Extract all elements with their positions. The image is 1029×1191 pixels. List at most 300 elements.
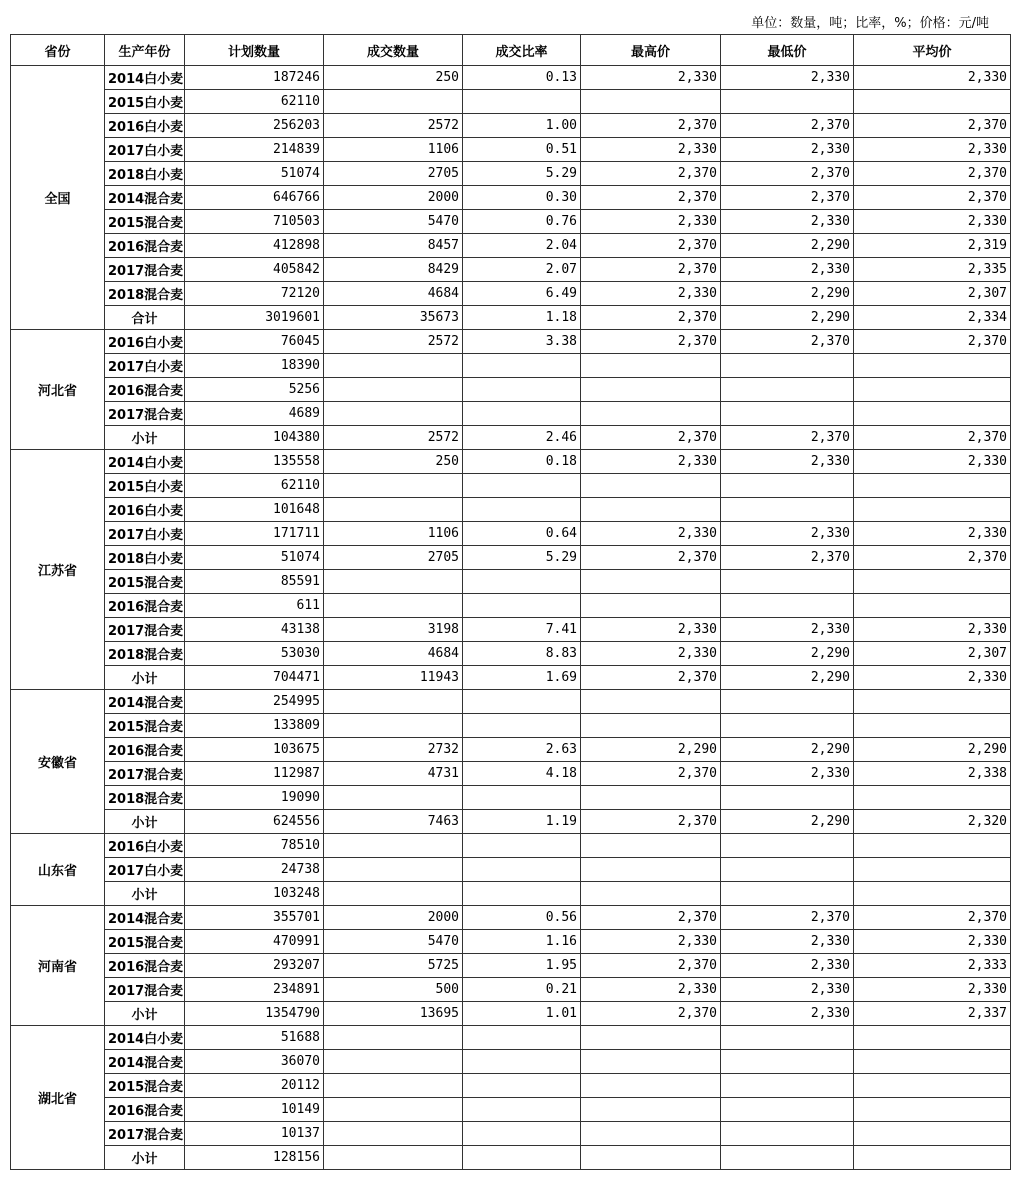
max-price-cell: 2,370 (581, 810, 721, 834)
deal-ratio-cell: 1.01 (463, 1002, 581, 1026)
deal-quantity-cell (324, 594, 463, 618)
max-price-cell (581, 858, 721, 882)
avg-price-cell (854, 402, 1011, 426)
avg-price-cell (854, 714, 1011, 738)
header-province: 省份 (11, 35, 105, 66)
table-row (11, 378, 1011, 402)
max-price-cell: 2,330 (581, 138, 721, 162)
production-year-cell: 2017白小麦 (105, 858, 185, 882)
production-year-cell: 2017混合麦 (105, 618, 185, 642)
avg-price-cell (854, 690, 1011, 714)
planned-quantity-cell: 214839 (185, 138, 324, 162)
production-year-cell: 2018白小麦 (105, 546, 185, 570)
max-price-cell: 2,330 (581, 522, 721, 546)
deal-ratio-cell (463, 1098, 581, 1122)
deal-quantity-cell (324, 498, 463, 522)
avg-price-cell (854, 858, 1011, 882)
planned-quantity-cell: 470991 (185, 930, 324, 954)
avg-price-cell: 2,330 (854, 138, 1011, 162)
max-price-cell (581, 402, 721, 426)
min-price-cell: 2,290 (721, 282, 854, 306)
deal-quantity-cell: 3198 (324, 618, 463, 642)
min-price-cell (721, 714, 854, 738)
planned-quantity-cell: 3019601 (185, 306, 324, 330)
deal-ratio-cell: 0.13 (463, 66, 581, 90)
table-row (11, 858, 1011, 882)
province-cell: 河南省 (11, 906, 105, 1026)
planned-quantity-cell: 135558 (185, 450, 324, 474)
planned-quantity-cell: 5256 (185, 378, 324, 402)
max-price-cell (581, 882, 721, 906)
deal-quantity-cell: 2705 (324, 546, 463, 570)
table-row (11, 498, 1011, 522)
deal-quantity-cell: 5470 (324, 210, 463, 234)
table-row (11, 1122, 1011, 1146)
deal-quantity-cell: 35673 (324, 306, 463, 330)
production-year-cell: 2016白小麦 (105, 114, 185, 138)
min-price-cell: 2,330 (721, 930, 854, 954)
deal-ratio-cell: 7.41 (463, 618, 581, 642)
deal-quantity-cell (324, 786, 463, 810)
table-row (11, 90, 1011, 114)
deal-quantity-cell: 5470 (324, 930, 463, 954)
deal-ratio-cell (463, 474, 581, 498)
avg-price-cell: 2,334 (854, 306, 1011, 330)
min-price-cell: 2,290 (721, 306, 854, 330)
deal-quantity-cell (324, 834, 463, 858)
table-row (11, 210, 1011, 234)
max-price-cell (581, 594, 721, 618)
max-price-cell: 2,330 (581, 282, 721, 306)
deal-quantity-cell: 4731 (324, 762, 463, 786)
deal-quantity-cell: 500 (324, 978, 463, 1002)
avg-price-cell (854, 474, 1011, 498)
production-year-cell: 2017混合麦 (105, 978, 185, 1002)
deal-ratio-cell: 0.56 (463, 906, 581, 930)
planned-quantity-cell: 355701 (185, 906, 324, 930)
subtotal-row (11, 882, 1011, 906)
table-row (11, 738, 1011, 762)
deal-ratio-cell: 2.07 (463, 258, 581, 282)
deal-quantity-cell: 11943 (324, 666, 463, 690)
avg-price-cell (854, 570, 1011, 594)
deal-quantity-cell (324, 570, 463, 594)
max-price-cell (581, 498, 721, 522)
deal-quantity-cell (324, 1146, 463, 1170)
production-year-cell: 小计 (105, 810, 185, 834)
deal-quantity-cell: 2572 (324, 114, 463, 138)
table-row (11, 1098, 1011, 1122)
min-price-cell: 2,290 (721, 738, 854, 762)
planned-quantity-cell: 611 (185, 594, 324, 618)
deal-quantity-cell (324, 690, 463, 714)
max-price-cell: 2,370 (581, 258, 721, 282)
table-row (11, 258, 1011, 282)
table-row (11, 954, 1011, 978)
table-row (11, 1050, 1011, 1074)
avg-price-cell (854, 882, 1011, 906)
planned-quantity-cell: 187246 (185, 66, 324, 90)
min-price-cell (721, 474, 854, 498)
max-price-cell: 2,370 (581, 666, 721, 690)
planned-quantity-cell: 10149 (185, 1098, 324, 1122)
auction-results-table (10, 34, 1011, 1170)
avg-price-cell: 2,335 (854, 258, 1011, 282)
planned-quantity-cell: 256203 (185, 114, 324, 138)
table-row (11, 546, 1011, 570)
deal-ratio-cell: 0.64 (463, 522, 581, 546)
planned-quantity-cell: 51074 (185, 546, 324, 570)
deal-ratio-cell (463, 690, 581, 714)
min-price-cell: 2,370 (721, 162, 854, 186)
production-year-cell: 2014白小麦 (105, 450, 185, 474)
deal-ratio-cell: 0.18 (463, 450, 581, 474)
deal-quantity-cell: 4684 (324, 282, 463, 306)
avg-price-cell (854, 378, 1011, 402)
production-year-cell: 2018混合麦 (105, 786, 185, 810)
production-year-cell: 2016白小麦 (105, 330, 185, 354)
production-year-cell: 2017混合麦 (105, 762, 185, 786)
deal-ratio-cell (463, 498, 581, 522)
deal-quantity-cell: 2572 (324, 426, 463, 450)
min-price-cell (721, 690, 854, 714)
max-price-cell: 2,370 (581, 1002, 721, 1026)
deal-quantity-cell: 2000 (324, 906, 463, 930)
avg-price-cell: 2,320 (854, 810, 1011, 834)
table-row (11, 354, 1011, 378)
production-year-cell: 2018混合麦 (105, 642, 185, 666)
avg-price-cell: 2,330 (854, 978, 1011, 1002)
production-year-cell: 2016混合麦 (105, 378, 185, 402)
table-row (11, 570, 1011, 594)
avg-price-cell: 2,370 (854, 186, 1011, 210)
header-avg-price: 平均价 (854, 35, 1011, 66)
deal-ratio-cell (463, 882, 581, 906)
max-price-cell: 2,330 (581, 618, 721, 642)
deal-quantity-cell (324, 1098, 463, 1122)
avg-price-cell (854, 1026, 1011, 1050)
header-planned-quantity: 计划数量 (185, 35, 324, 66)
deal-quantity-cell: 4684 (324, 642, 463, 666)
min-price-cell: 2,330 (721, 66, 854, 90)
province-cell: 山东省 (11, 834, 105, 906)
deal-ratio-cell: 0.76 (463, 210, 581, 234)
table-row (11, 642, 1011, 666)
max-price-cell: 2,370 (581, 234, 721, 258)
max-price-cell: 2,330 (581, 978, 721, 1002)
production-year-cell: 2015混合麦 (105, 570, 185, 594)
header-production-year: 生产年份 (105, 35, 185, 66)
table-row (11, 234, 1011, 258)
max-price-cell (581, 786, 721, 810)
planned-quantity-cell: 36070 (185, 1050, 324, 1074)
subtotal-row (11, 810, 1011, 834)
production-year-cell: 2016混合麦 (105, 1098, 185, 1122)
header-min-price: 最低价 (721, 35, 854, 66)
min-price-cell: 2,330 (721, 258, 854, 282)
subtotal-row (11, 1002, 1011, 1026)
avg-price-cell: 2,370 (854, 546, 1011, 570)
max-price-cell: 2,330 (581, 450, 721, 474)
table-row (11, 474, 1011, 498)
table-row (11, 906, 1011, 930)
planned-quantity-cell: 62110 (185, 90, 324, 114)
avg-price-cell (854, 594, 1011, 618)
min-price-cell: 2,330 (721, 954, 854, 978)
planned-quantity-cell: 51074 (185, 162, 324, 186)
deal-ratio-cell (463, 594, 581, 618)
max-price-cell (581, 378, 721, 402)
table-row (11, 834, 1011, 858)
deal-ratio-cell (463, 402, 581, 426)
deal-ratio-cell: 1.16 (463, 930, 581, 954)
table-row (11, 66, 1011, 90)
min-price-cell (721, 1074, 854, 1098)
deal-ratio-cell (463, 1050, 581, 1074)
min-price-cell (721, 1098, 854, 1122)
min-price-cell: 2,330 (721, 978, 854, 1002)
deal-quantity-cell (324, 1026, 463, 1050)
max-price-cell (581, 690, 721, 714)
avg-price-cell: 2,338 (854, 762, 1011, 786)
deal-quantity-cell: 5725 (324, 954, 463, 978)
avg-price-cell: 2,330 (854, 930, 1011, 954)
planned-quantity-cell: 101648 (185, 498, 324, 522)
deal-ratio-cell: 0.21 (463, 978, 581, 1002)
avg-price-cell: 2,330 (854, 210, 1011, 234)
min-price-cell (721, 498, 854, 522)
max-price-cell (581, 1050, 721, 1074)
max-price-cell: 2,370 (581, 306, 721, 330)
planned-quantity-cell: 20112 (185, 1074, 324, 1098)
avg-price-cell: 2,330 (854, 450, 1011, 474)
max-price-cell (581, 1026, 721, 1050)
planned-quantity-cell: 293207 (185, 954, 324, 978)
planned-quantity-cell: 234891 (185, 978, 324, 1002)
production-year-cell: 2015混合麦 (105, 714, 185, 738)
avg-price-cell (854, 1050, 1011, 1074)
production-year-cell: 2017混合麦 (105, 402, 185, 426)
planned-quantity-cell: 1354790 (185, 1002, 324, 1026)
table-row (11, 930, 1011, 954)
table-row (11, 1026, 1011, 1050)
table-row (11, 450, 1011, 474)
min-price-cell: 2,290 (721, 642, 854, 666)
planned-quantity-cell: 104380 (185, 426, 324, 450)
max-price-cell (581, 1122, 721, 1146)
avg-price-cell (854, 1146, 1011, 1170)
min-price-cell (721, 1050, 854, 1074)
planned-quantity-cell: 78510 (185, 834, 324, 858)
planned-quantity-cell: 19090 (185, 786, 324, 810)
min-price-cell: 2,330 (721, 450, 854, 474)
table-row (11, 618, 1011, 642)
min-price-cell (721, 354, 854, 378)
production-year-cell: 2017混合麦 (105, 258, 185, 282)
deal-quantity-cell: 8457 (324, 234, 463, 258)
production-year-cell: 2016白小麦 (105, 498, 185, 522)
min-price-cell: 2,330 (721, 210, 854, 234)
table-row (11, 786, 1011, 810)
planned-quantity-cell: 254995 (185, 690, 324, 714)
min-price-cell (721, 402, 854, 426)
production-year-cell: 2015混合麦 (105, 930, 185, 954)
min-price-cell (721, 90, 854, 114)
deal-ratio-cell: 1.00 (463, 114, 581, 138)
subtotal-row (11, 426, 1011, 450)
table-row (11, 282, 1011, 306)
planned-quantity-cell: 72120 (185, 282, 324, 306)
deal-ratio-cell: 1.18 (463, 306, 581, 330)
min-price-cell: 2,330 (721, 762, 854, 786)
planned-quantity-cell: 103248 (185, 882, 324, 906)
planned-quantity-cell: 171711 (185, 522, 324, 546)
production-year-cell: 2014白小麦 (105, 66, 185, 90)
province-cell: 全国 (11, 66, 105, 330)
max-price-cell: 2,370 (581, 906, 721, 930)
min-price-cell (721, 786, 854, 810)
planned-quantity-cell: 710503 (185, 210, 324, 234)
min-price-cell: 2,330 (721, 1002, 854, 1026)
deal-ratio-cell: 8.83 (463, 642, 581, 666)
deal-quantity-cell: 2705 (324, 162, 463, 186)
max-price-cell: 2,370 (581, 114, 721, 138)
deal-ratio-cell: 5.29 (463, 162, 581, 186)
deal-ratio-cell: 0.30 (463, 186, 581, 210)
province-cell: 江苏省 (11, 450, 105, 690)
planned-quantity-cell: 85591 (185, 570, 324, 594)
table-row (11, 402, 1011, 426)
planned-quantity-cell: 133809 (185, 714, 324, 738)
max-price-cell (581, 1098, 721, 1122)
deal-ratio-cell: 2.04 (463, 234, 581, 258)
max-price-cell: 2,370 (581, 330, 721, 354)
avg-price-cell: 2,330 (854, 66, 1011, 90)
max-price-cell (581, 474, 721, 498)
min-price-cell: 2,370 (721, 330, 854, 354)
planned-quantity-cell: 112987 (185, 762, 324, 786)
deal-ratio-cell (463, 1026, 581, 1050)
max-price-cell (581, 354, 721, 378)
production-year-cell: 2017白小麦 (105, 354, 185, 378)
avg-price-cell: 2,307 (854, 282, 1011, 306)
deal-quantity-cell (324, 1050, 463, 1074)
production-year-cell: 2014混合麦 (105, 1050, 185, 1074)
table-row (11, 186, 1011, 210)
max-price-cell: 2,330 (581, 642, 721, 666)
table-row (11, 978, 1011, 1002)
min-price-cell (721, 834, 854, 858)
deal-ratio-cell (463, 90, 581, 114)
avg-price-cell (854, 354, 1011, 378)
max-price-cell: 2,370 (581, 762, 721, 786)
deal-quantity-cell: 1106 (324, 522, 463, 546)
planned-quantity-cell: 18390 (185, 354, 324, 378)
deal-quantity-cell: 250 (324, 66, 463, 90)
deal-ratio-cell (463, 1074, 581, 1098)
planned-quantity-cell: 76045 (185, 330, 324, 354)
production-year-cell: 2015混合麦 (105, 1074, 185, 1098)
deal-quantity-cell: 2000 (324, 186, 463, 210)
deal-ratio-cell (463, 786, 581, 810)
header-max-price: 最高价 (581, 35, 721, 66)
avg-price-cell: 2,330 (854, 618, 1011, 642)
deal-ratio-cell (463, 858, 581, 882)
province-cell: 湖北省 (11, 1026, 105, 1170)
avg-price-cell: 2,330 (854, 522, 1011, 546)
production-year-cell: 2018混合麦 (105, 282, 185, 306)
header-deal-quantity: 成交数量 (324, 35, 463, 66)
avg-price-cell: 2,307 (854, 642, 1011, 666)
planned-quantity-cell: 53030 (185, 642, 324, 666)
deal-quantity-cell: 2732 (324, 738, 463, 762)
max-price-cell: 2,370 (581, 954, 721, 978)
production-year-cell: 小计 (105, 426, 185, 450)
min-price-cell: 2,290 (721, 666, 854, 690)
unit-note: 单位：数量，吨；比率，%；价格：元/吨 (751, 16, 989, 31)
deal-quantity-cell (324, 882, 463, 906)
deal-ratio-cell: 4.18 (463, 762, 581, 786)
table-row (11, 162, 1011, 186)
max-price-cell: 2,370 (581, 162, 721, 186)
max-price-cell: 2,290 (581, 738, 721, 762)
province-cell: 河北省 (11, 330, 105, 450)
production-year-cell: 小计 (105, 1002, 185, 1026)
min-price-cell (721, 594, 854, 618)
min-price-cell (721, 378, 854, 402)
production-year-cell: 2014混合麦 (105, 906, 185, 930)
min-price-cell: 2,330 (721, 618, 854, 642)
production-year-cell: 2016白小麦 (105, 834, 185, 858)
avg-price-cell: 2,370 (854, 162, 1011, 186)
deal-quantity-cell: 2572 (324, 330, 463, 354)
avg-price-cell (854, 1074, 1011, 1098)
deal-quantity-cell (324, 378, 463, 402)
deal-quantity-cell (324, 402, 463, 426)
deal-quantity-cell (324, 1122, 463, 1146)
max-price-cell: 2,370 (581, 546, 721, 570)
deal-ratio-cell (463, 354, 581, 378)
min-price-cell (721, 882, 854, 906)
deal-quantity-cell (324, 354, 463, 378)
deal-quantity-cell: 8429 (324, 258, 463, 282)
deal-ratio-cell (463, 378, 581, 402)
subtotal-row (11, 1146, 1011, 1170)
planned-quantity-cell: 646766 (185, 186, 324, 210)
planned-quantity-cell: 43138 (185, 618, 324, 642)
max-price-cell: 2,330 (581, 66, 721, 90)
deal-quantity-cell: 13695 (324, 1002, 463, 1026)
min-price-cell: 2,330 (721, 138, 854, 162)
avg-price-cell: 2,370 (854, 330, 1011, 354)
deal-ratio-cell (463, 570, 581, 594)
deal-quantity-cell (324, 90, 463, 114)
planned-quantity-cell: 62110 (185, 474, 324, 498)
planned-quantity-cell: 10137 (185, 1122, 324, 1146)
avg-price-cell: 2,370 (854, 426, 1011, 450)
deal-ratio-cell: 2.63 (463, 738, 581, 762)
production-year-cell: 2017白小麦 (105, 522, 185, 546)
deal-ratio-cell: 1.95 (463, 954, 581, 978)
production-year-cell: 2015混合麦 (105, 210, 185, 234)
production-year-cell: 2018白小麦 (105, 162, 185, 186)
subtotal-row (11, 306, 1011, 330)
deal-ratio-cell (463, 1146, 581, 1170)
max-price-cell: 2,370 (581, 426, 721, 450)
deal-ratio-cell: 5.29 (463, 546, 581, 570)
deal-quantity-cell (324, 1074, 463, 1098)
min-price-cell: 2,370 (721, 114, 854, 138)
